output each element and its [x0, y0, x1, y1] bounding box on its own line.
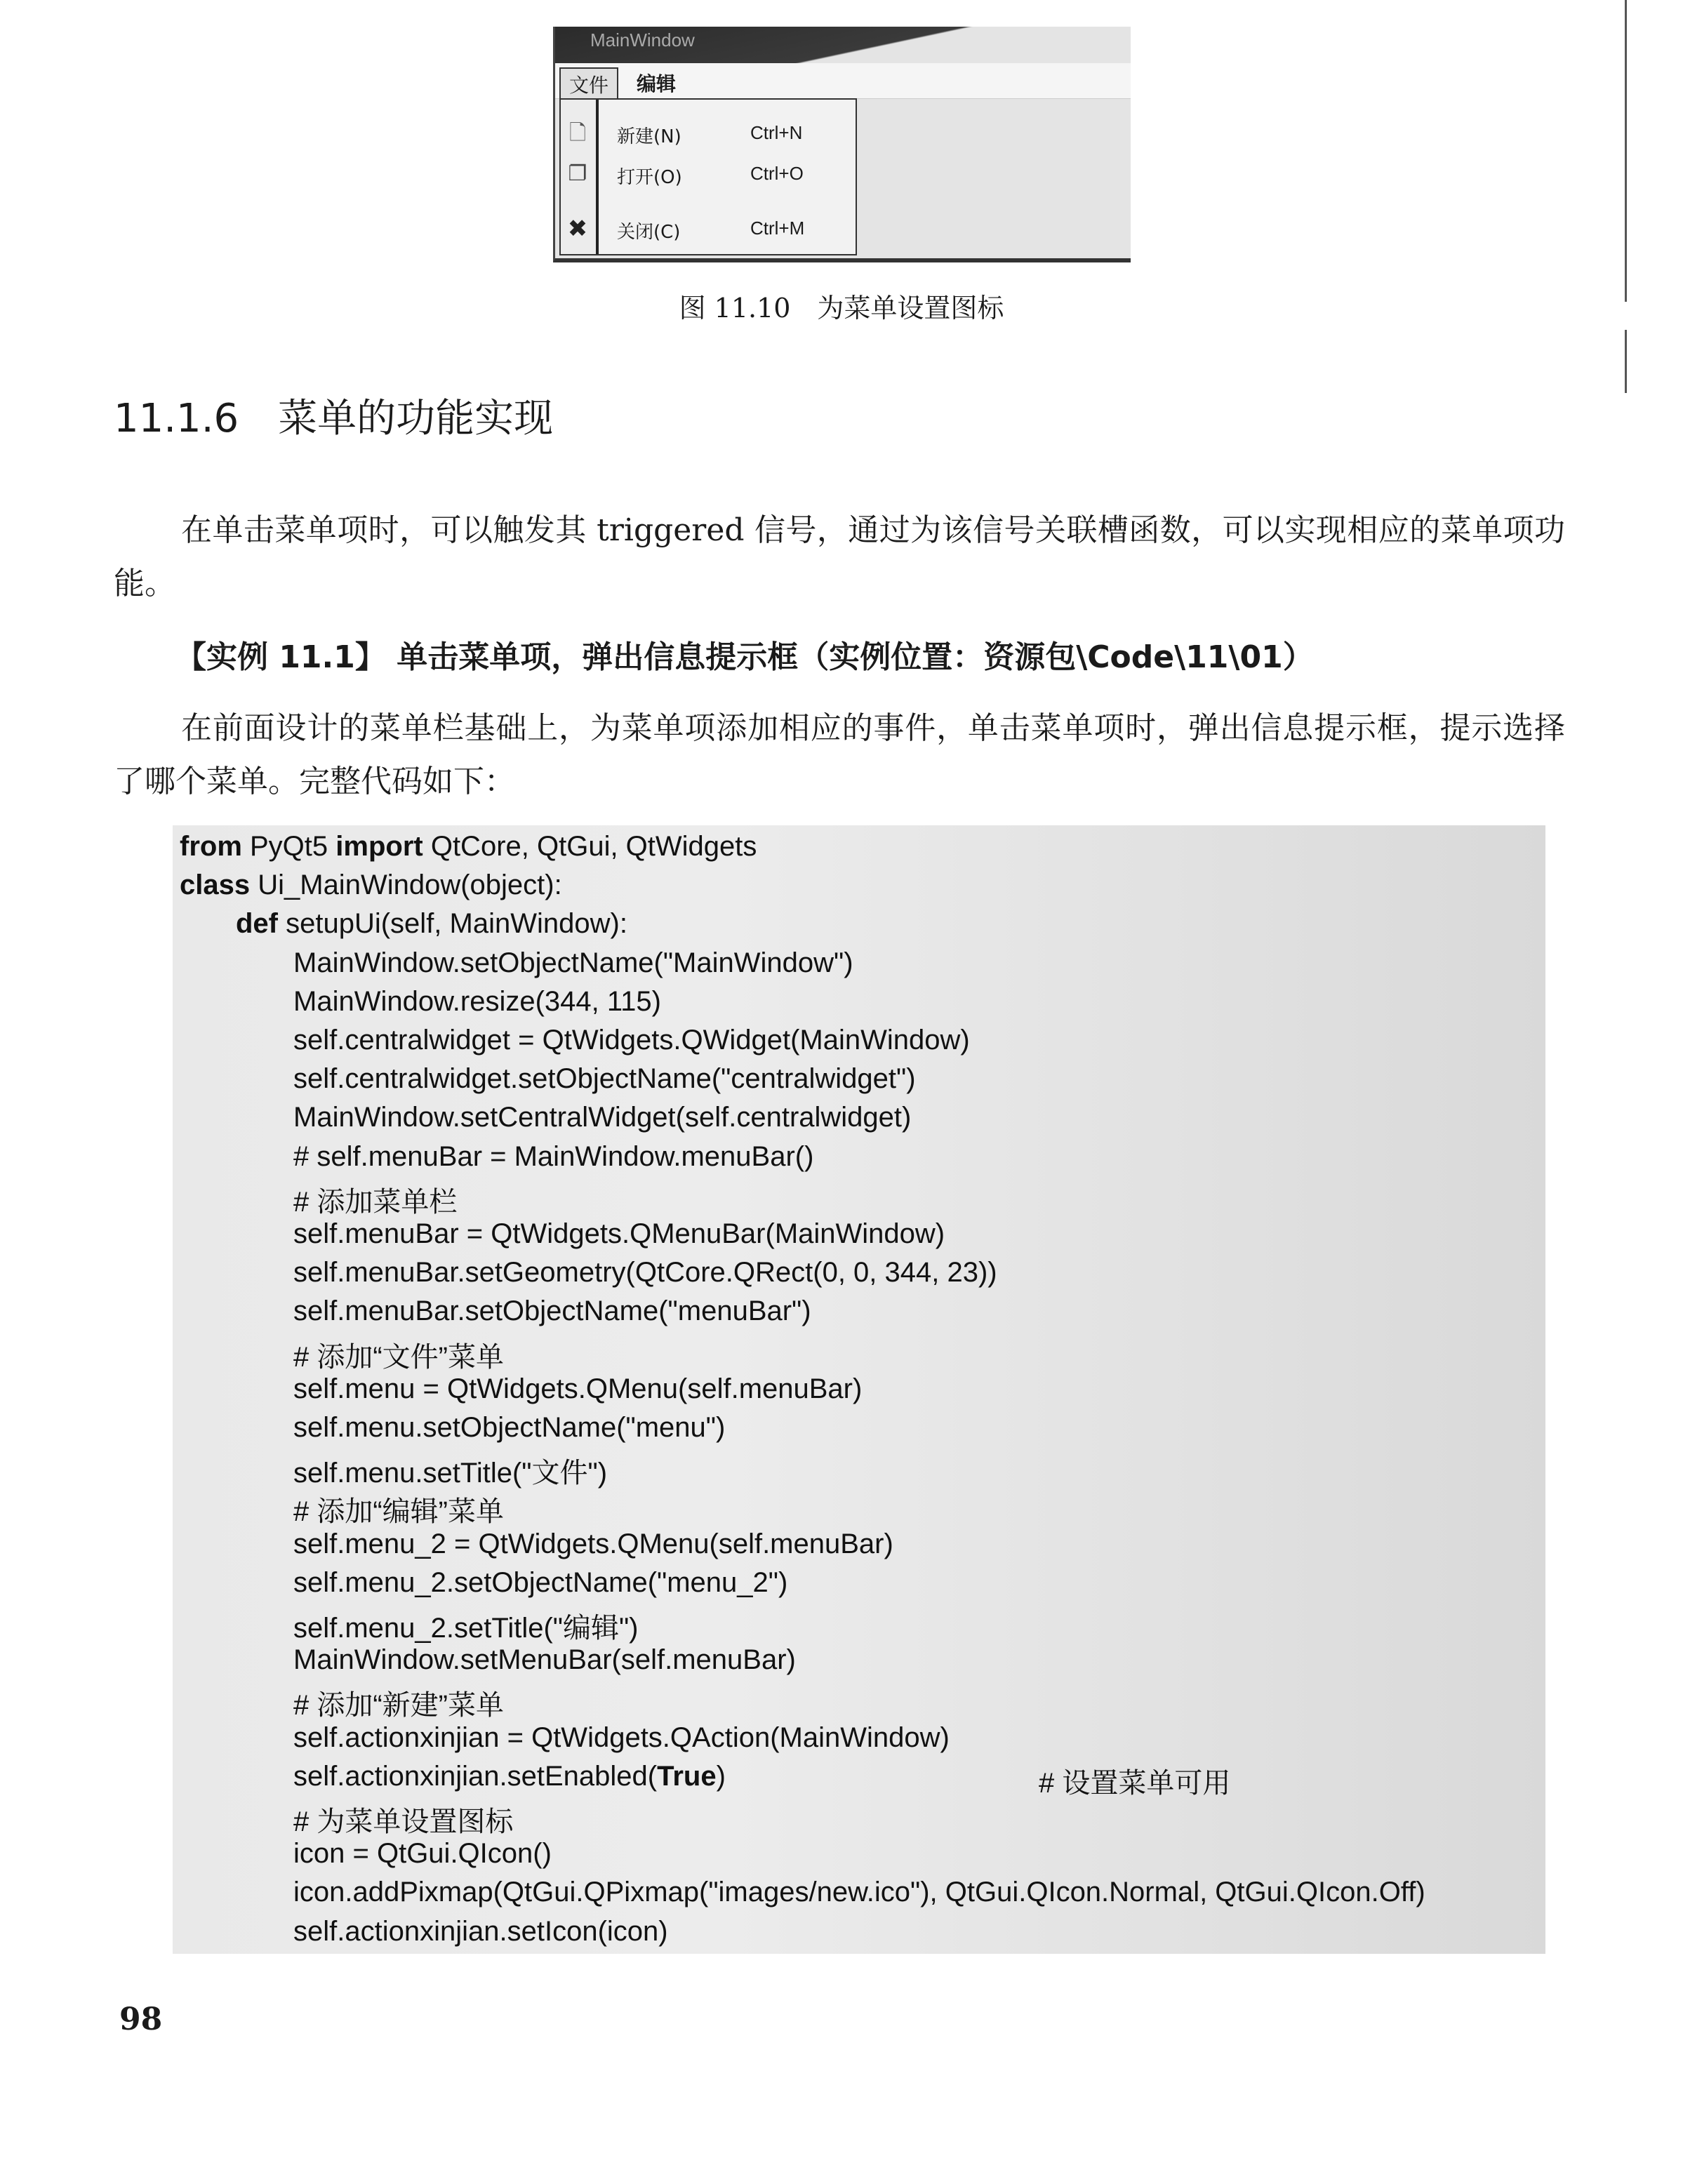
code-line — [180, 870, 562, 908]
code-text: MainWindow.setObjectName("MainWindow") — [293, 947, 853, 978]
window-titlebar — [555, 27, 1131, 63]
code-line — [293, 1916, 668, 1955]
code-block — [173, 825, 1545, 1954]
code-text: self.menu = QtWidgets.QMenu(self.menuBar) — [293, 1373, 863, 1404]
code-keyword: import — [335, 831, 423, 862]
code-line — [180, 831, 757, 870]
code-keyword: def — [236, 908, 278, 940]
code-text: # 添加“编辑”菜单 — [293, 1496, 504, 1528]
code-text: self.menu.setObjectName("menu") — [293, 1412, 726, 1443]
code-text: MainWindow.resize(344, 115) — [293, 985, 661, 1017]
code-line — [293, 1489, 504, 1528]
code-text: PyQt5 — [241, 831, 336, 862]
code-line — [293, 1141, 813, 1180]
code-keyword: from — [180, 831, 242, 862]
code-line — [293, 1529, 893, 1567]
menu-item-label: 打开(O) — [617, 167, 682, 188]
page-edge-line — [1625, 0, 1627, 302]
code-text: self.menu.setTitle("文件") — [293, 1458, 608, 1489]
section-heading — [114, 387, 553, 444]
code-line — [293, 1644, 796, 1683]
code-text: setupUi(self, MainWindow): — [278, 908, 627, 940]
code-line — [293, 1761, 726, 1799]
code-line — [293, 1799, 513, 1838]
code-line — [293, 1412, 725, 1451]
menu-edit[interactable]: 编辑 — [637, 72, 677, 95]
code-text: QtCore, QtGui, QtWidgets — [423, 831, 757, 862]
menu-item-close[interactable] — [561, 211, 856, 248]
section-title: 菜单的功能实现 — [278, 396, 554, 441]
code-line — [293, 1296, 811, 1334]
code-text: self.menuBar.setGeometry(QtCore.QRect(0, 0, 344, 23)) — [293, 1257, 997, 1289]
code-line — [293, 1025, 970, 1063]
code-text: ) — [716, 1760, 726, 1792]
figure-caption: 图 11.10 为菜单设置图标 — [679, 293, 1004, 324]
file-dropdown — [559, 98, 857, 255]
menu-item-shortcut: Ctrl+N — [750, 122, 803, 143]
code-line — [293, 1218, 945, 1257]
menu-item-shortcut: Ctrl+O — [750, 163, 804, 184]
code-line — [293, 1180, 457, 1218]
code-text: self.actionxinjian = QtWidgets.QAction(MainWindow) — [293, 1722, 950, 1753]
code-text: self.actionxinjian.setEnabled( — [293, 1760, 658, 1792]
code-line — [293, 1373, 862, 1412]
code-line — [293, 1335, 504, 1373]
paragraph: 在单击菜单项时，可以触发其 triggered 信号，通过为该信号关联槽函数，可以实现相应的菜单项功能。 — [114, 512, 1565, 601]
code-text: self.menu_2.setObjectName("menu_2") — [293, 1566, 788, 1598]
paragraph: 在前面设计的菜单栏基础上，为菜单项添加相应的事件，单击菜单项时，弹出信息提示框，提示选择了哪个菜单。完整代码如下： — [114, 710, 1565, 799]
menu-item-new[interactable] — [561, 115, 856, 153]
code-text: # self.menuBar = MainWindow.menuBar() — [293, 1140, 814, 1172]
code-line — [293, 1838, 552, 1877]
code-text: self.menuBar.setObjectName("menuBar") — [293, 1296, 811, 1327]
code-text: # 为菜单设置图标 — [293, 1806, 514, 1837]
new-file-icon: 🗋 — [568, 121, 587, 145]
code-text: # 添加“文件”菜单 — [293, 1341, 504, 1373]
code-text: MainWindow.setCentralWidget(self.centralwidget) — [293, 1102, 912, 1133]
code-text: self.centralwidget = QtWidgets.QWidget(MainWindow) — [293, 1025, 970, 1056]
code-line — [293, 1451, 607, 1489]
menubar — [555, 63, 1131, 99]
code-text: self.menu_2.setTitle("编辑") — [293, 1613, 639, 1644]
open-folder-icon: ❐ — [568, 161, 587, 186]
code-line — [293, 1567, 787, 1606]
close-x-icon: ✖ — [567, 215, 588, 243]
page-edge-line — [1625, 330, 1627, 393]
code-line — [293, 1063, 916, 1102]
code-line — [236, 908, 627, 947]
code-text: self.menu_2 = QtWidgets.QMenu(self.menuBar) — [293, 1528, 893, 1559]
menu-screenshot-figure — [553, 27, 1131, 262]
menu-file[interactable]: 文件 — [559, 67, 618, 101]
menu-item-label: 关闭(C) — [617, 222, 681, 243]
code-keyword: class — [180, 870, 251, 901]
menu-item-label: 新建(N) — [617, 126, 681, 147]
window-title: MainWindow — [590, 29, 695, 51]
code-line — [293, 986, 661, 1025]
code-text: self.actionxinjian.setIcon(icon) — [293, 1915, 668, 1947]
menu-item-open[interactable] — [561, 156, 856, 194]
code-text: self.menuBar = QtWidgets.QMenuBar(MainWindow) — [293, 1218, 945, 1249]
code-line — [293, 1606, 639, 1644]
code-text: # 添加菜单栏 — [293, 1186, 458, 1218]
menu-item-shortcut: Ctrl+M — [750, 218, 805, 239]
code-text: icon.addPixmap(QtGui.QPixmap("images/new.ico"), QtGui.QIcon.Normal, QtGui.QIcon.Off) — [293, 1877, 1425, 1908]
code-keyword: True — [657, 1760, 717, 1792]
section-number: 11.1.6 — [114, 396, 239, 441]
code-line — [293, 1683, 504, 1722]
code-text: MainWindow.setMenuBar(self.menuBar) — [293, 1644, 796, 1676]
code-line — [293, 1102, 911, 1140]
example-title: 【实例 11.1】 单击菜单项，弹出信息提示框（实例位置：资源包\Code\11\01） — [175, 639, 1314, 675]
page-number: 98 — [119, 2002, 163, 2037]
code-line — [293, 1877, 1425, 1915]
code-text: self.centralwidget.setObjectName("centralwidget") — [293, 1063, 916, 1095]
code-text: # 添加“新建”菜单 — [293, 1690, 504, 1722]
code-line — [293, 1722, 950, 1761]
code-text: Ui_MainWindow(object): — [250, 870, 562, 901]
code-line — [293, 947, 853, 986]
code-line — [293, 1257, 997, 1296]
code-text: icon = QtGui.QIcon() — [293, 1838, 552, 1870]
code-comment: # 设置菜单可用 — [1039, 1767, 1231, 1799]
